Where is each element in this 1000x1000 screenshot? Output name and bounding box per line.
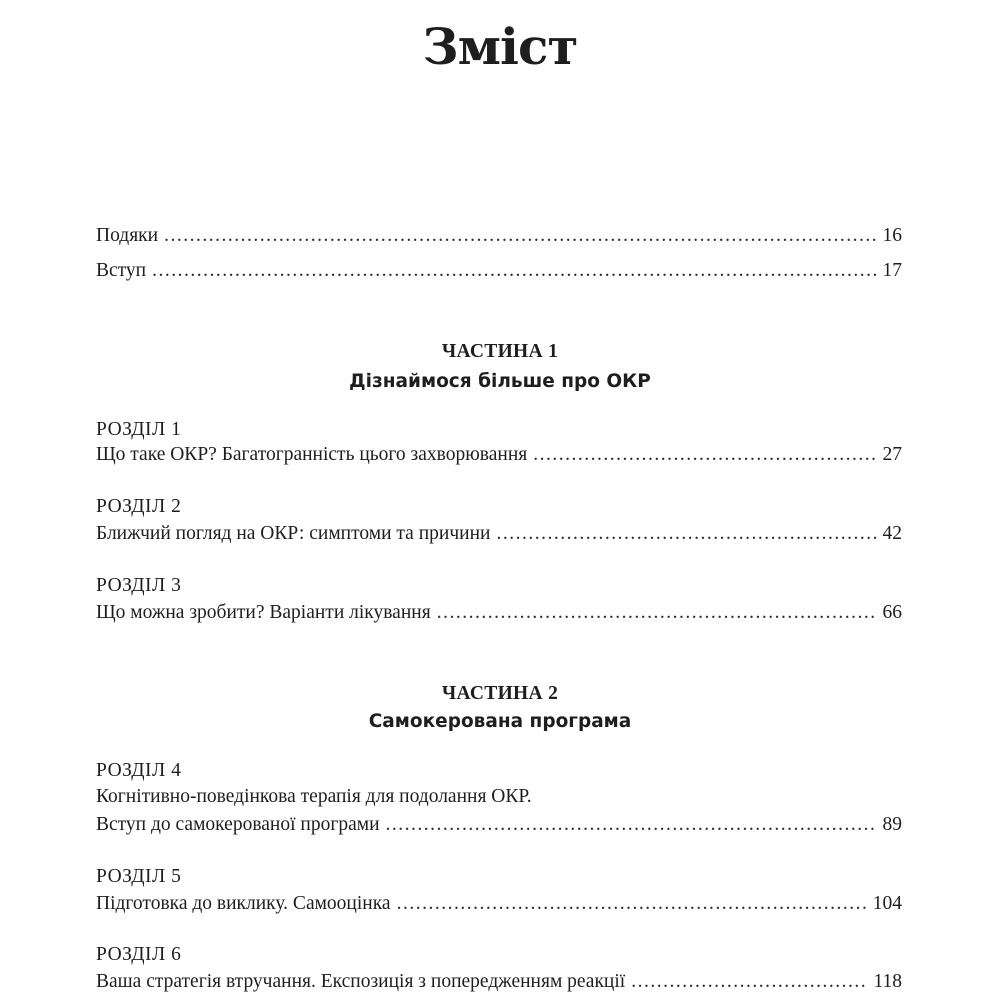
dot-leader (437, 599, 877, 627)
toc-entry-label: Підготовка до виклику. Самооцінка (96, 893, 391, 914)
toc-entry-label: Вступ (96, 260, 147, 281)
dot-leader (164, 222, 876, 250)
toc-page-number: 89 (882, 814, 902, 835)
dot-leader (533, 441, 876, 469)
toc-entry-chapter-2[interactable] (96, 520, 902, 548)
toc-entry-chapter-6[interactable] (96, 968, 902, 996)
toc-page-number: 16 (882, 225, 902, 246)
page-title: Зміст (422, 17, 578, 76)
toc-entry-label: Що таке ОКР? Багатогранність цього захворювання (96, 444, 528, 465)
toc-entry-chapter-3[interactable] (96, 599, 902, 627)
toc-page-number: 42 (882, 523, 902, 544)
part-2-title: Самокерована програма (368, 711, 632, 732)
toc-page-number: 118 (873, 971, 902, 992)
chapter-1-label: РОЗДІЛ 1 (96, 419, 182, 440)
toc-entry-chapter-1[interactable] (96, 441, 902, 469)
toc-page-number: 27 (882, 444, 902, 465)
toc-page-number: 104 (872, 893, 902, 914)
dot-leader (631, 968, 867, 996)
chapter-5-label: РОЗДІЛ 5 (96, 866, 182, 887)
part-1-number: ЧАСТИНА 1 (441, 341, 559, 362)
dot-leader (397, 890, 867, 918)
dot-leader (152, 257, 876, 285)
chapter-2-label: РОЗДІЛ 2 (96, 496, 182, 517)
dot-leader (496, 520, 876, 548)
part-2-number: ЧАСТИНА 2 (441, 683, 559, 704)
toc-entry-label: Ближчий погляд на ОКР: симптоми та причини (96, 523, 491, 544)
toc-entry-label: Що можна зробити? Варіанти лікування (96, 602, 431, 623)
toc-entry-label: Вступ до самокерованої програми (96, 814, 380, 835)
toc-page-number: 66 (882, 602, 902, 623)
toc-entry-chapter-4[interactable] (96, 811, 902, 839)
toc-entry-label: Подяки (96, 225, 159, 246)
toc-entry-introduction[interactable] (96, 257, 902, 285)
toc-entry-label: Ваша стратегія втручання. Експозиція з попередженням реакції (96, 971, 626, 992)
chapter-6-label: РОЗДІЛ 6 (96, 944, 182, 965)
chapter-4-title-line-1[interactable]: Когнітивно-поведінкова терапія для подолання ОКР. (96, 786, 532, 807)
chapter-4-label: РОЗДІЛ 4 (96, 760, 182, 781)
toc-page-number: 17 (882, 260, 902, 281)
dot-leader (386, 811, 877, 839)
chapter-3-label: РОЗДІЛ 3 (96, 575, 182, 596)
toc-entry-chapter-5[interactable] (96, 890, 902, 918)
part-1-title: Дізнаймося більше про ОКР (349, 371, 651, 392)
toc-entry-acknowledgements[interactable] (96, 222, 902, 250)
